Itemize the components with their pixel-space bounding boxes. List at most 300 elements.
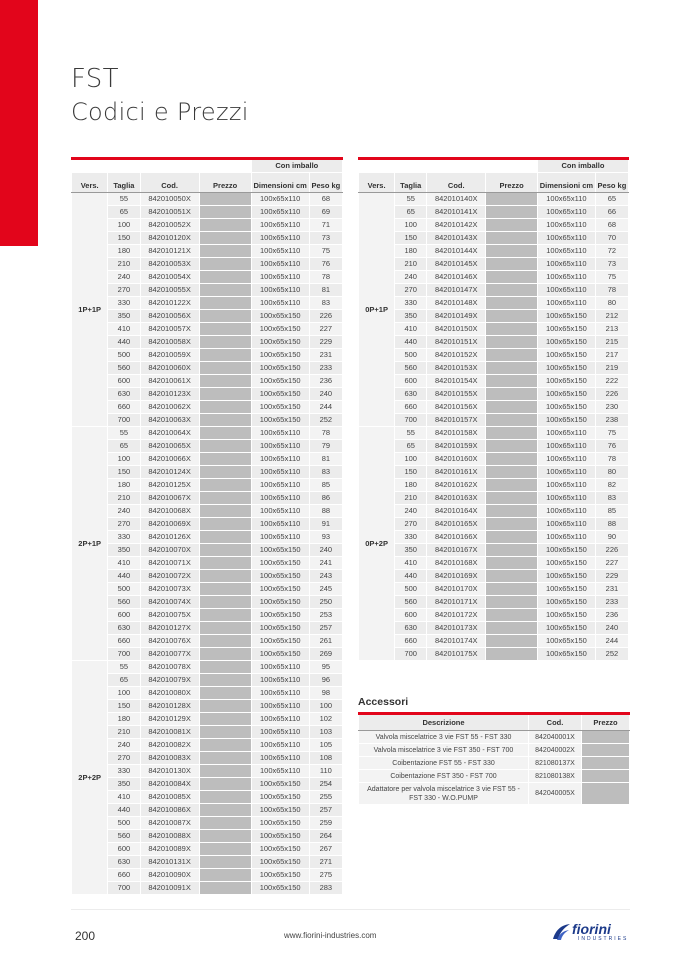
code-cell: 842010164X (427, 505, 486, 518)
size-cell: 600 (395, 609, 427, 622)
dimensions-cell: 100x65x150 (251, 557, 309, 570)
size-cell: 150 (108, 232, 140, 245)
dimensions-cell: 100x65x150 (537, 323, 595, 336)
price-cell (486, 440, 538, 453)
header-vers: Vers. (72, 173, 108, 193)
size-cell: 410 (395, 323, 427, 336)
weight-cell: 215 (595, 336, 628, 349)
table-row (72, 518, 343, 531)
weight-cell: 226 (309, 310, 342, 323)
description-cell: Valvola miscelatrice 3 vie FST 350 - FST 700 (359, 744, 529, 757)
dimensions-cell: 100x65x150 (251, 323, 309, 336)
weight-cell: 83 (595, 492, 628, 505)
code-cell: 842010160X (427, 453, 486, 466)
price-cell (486, 466, 538, 479)
weight-cell: 71 (309, 219, 342, 232)
table-row (72, 765, 343, 778)
weight-cell: 229 (309, 336, 342, 349)
table-row (72, 700, 343, 713)
weight-cell: 70 (595, 232, 628, 245)
size-cell: 55 (108, 193, 140, 206)
table-row (359, 757, 630, 770)
table-row (72, 648, 343, 661)
price-cell (199, 570, 251, 583)
price-cell (486, 245, 538, 258)
header-dimensioni: Dimensioni cm (537, 173, 595, 193)
dimensions-cell: 100x65x110 (251, 479, 309, 492)
table-row (72, 674, 343, 687)
size-cell: 55 (395, 427, 427, 440)
table-row (72, 726, 343, 739)
dimensions-cell: 100x65x110 (537, 232, 595, 245)
price-cell (486, 297, 538, 310)
code-cell: 842010171X (427, 596, 486, 609)
weight-cell: 78 (595, 453, 628, 466)
price-cell (199, 440, 251, 453)
code-cell: 842010071X (140, 557, 199, 570)
size-cell: 210 (108, 726, 140, 739)
table-row (359, 349, 629, 362)
price-cell (486, 362, 538, 375)
dimensions-cell: 100x65x110 (251, 531, 309, 544)
table-row (72, 531, 343, 544)
code-cell: 842010127X (140, 622, 199, 635)
code-cell: 842010175X (427, 648, 486, 661)
price-cell (199, 739, 251, 752)
dimensions-cell: 100x65x150 (251, 388, 309, 401)
dimensions-cell: 100x65x110 (537, 297, 595, 310)
weight-cell: 253 (309, 609, 342, 622)
code-cell: 842010158X (427, 427, 486, 440)
dimensions-cell: 100x65x110 (251, 765, 309, 778)
table-row (72, 193, 343, 206)
code-cell: 842010085X (140, 791, 199, 804)
price-cell (199, 232, 251, 245)
code-cell: 842010055X (140, 284, 199, 297)
price-cell (486, 479, 538, 492)
table-row (359, 453, 629, 466)
dimensions-cell: 100x65x150 (537, 310, 595, 323)
dimensions-cell: 100x65x150 (537, 583, 595, 596)
price-cell (486, 492, 538, 505)
table-row (72, 375, 343, 388)
size-cell: 600 (108, 609, 140, 622)
size-cell: 210 (108, 258, 140, 271)
price-cell (199, 752, 251, 765)
size-cell: 660 (108, 869, 140, 882)
dimensions-cell: 100x65x110 (251, 661, 309, 674)
size-cell: 350 (395, 310, 427, 323)
code-cell: 842010156X (427, 401, 486, 414)
table-row (72, 882, 343, 895)
weight-cell: 91 (309, 518, 342, 531)
size-cell: 240 (108, 271, 140, 284)
table-row (359, 401, 629, 414)
price-cell (199, 401, 251, 414)
weight-cell: 261 (309, 635, 342, 648)
size-cell: 270 (395, 518, 427, 531)
brand-name: fiorini (572, 921, 611, 937)
table-row (359, 744, 630, 757)
size-cell: 700 (395, 414, 427, 427)
description-cell: Coibentazione FST 350 - FST 700 (359, 770, 529, 783)
size-cell: 65 (395, 440, 427, 453)
table-row (359, 362, 629, 375)
size-cell: 270 (108, 518, 140, 531)
size-cell: 100 (108, 219, 140, 232)
table-row (359, 258, 629, 271)
size-cell: 630 (108, 388, 140, 401)
code-cell: 842010131X (140, 856, 199, 869)
table-row (72, 570, 343, 583)
table-row (359, 518, 629, 531)
dimensions-cell: 100x65x150 (251, 349, 309, 362)
table-row (72, 817, 343, 830)
price-cell (486, 323, 538, 336)
size-cell: 660 (395, 401, 427, 414)
weight-cell: 105 (309, 739, 342, 752)
dimensions-cell: 100x65x110 (251, 726, 309, 739)
price-cell (486, 284, 538, 297)
weight-cell: 78 (595, 284, 628, 297)
size-cell: 180 (108, 713, 140, 726)
table-row (359, 531, 629, 544)
price-cell (486, 427, 538, 440)
table-row (72, 778, 343, 791)
size-cell: 410 (108, 323, 140, 336)
weight-cell: 252 (309, 414, 342, 427)
price-cell (199, 830, 251, 843)
dimensions-cell: 100x65x150 (251, 362, 309, 375)
table-row (72, 583, 343, 596)
table-row (72, 427, 343, 440)
code-cell: 842010124X (140, 466, 199, 479)
size-cell: 600 (108, 375, 140, 388)
dimensions-cell: 100x65x150 (251, 609, 309, 622)
price-cell (199, 206, 251, 219)
table-row (72, 219, 343, 232)
size-cell: 600 (108, 843, 140, 856)
weight-cell: 90 (595, 531, 628, 544)
table-row (72, 596, 343, 609)
code-cell: 842040005X (529, 783, 582, 805)
price-cell (199, 466, 251, 479)
dimensions-cell: 100x65x150 (251, 401, 309, 414)
code-cell: 842010128X (140, 700, 199, 713)
size-cell: 180 (395, 245, 427, 258)
table-row (359, 609, 629, 622)
price-cell (199, 700, 251, 713)
size-cell: 100 (108, 453, 140, 466)
code-cell: 842010149X (427, 310, 486, 323)
table-row (72, 284, 343, 297)
table-row (72, 336, 343, 349)
table-row (72, 544, 343, 557)
table-row (72, 869, 343, 882)
weight-cell: 230 (595, 401, 628, 414)
size-cell: 630 (108, 856, 140, 869)
dimensions-cell: 100x65x150 (537, 375, 595, 388)
size-cell: 210 (108, 492, 140, 505)
weight-cell: 75 (595, 427, 628, 440)
weight-cell: 69 (309, 206, 342, 219)
weight-cell: 75 (309, 245, 342, 258)
size-cell: 150 (108, 700, 140, 713)
dimensions-cell: 100x65x110 (251, 518, 309, 531)
size-cell: 660 (108, 401, 140, 414)
table-row (72, 323, 343, 336)
code-cell: 842010120X (140, 232, 199, 245)
price-cell (199, 284, 251, 297)
weight-cell: 257 (309, 622, 342, 635)
dimensions-cell: 100x65x150 (251, 804, 309, 817)
size-cell: 560 (108, 362, 140, 375)
red-accent-bar (0, 0, 38, 246)
weight-cell: 96 (309, 674, 342, 687)
price-cell (199, 856, 251, 869)
code-cell: 842010173X (427, 622, 486, 635)
dimensions-cell: 100x65x110 (537, 492, 595, 505)
weight-cell: 227 (595, 557, 628, 570)
code-cell: 842010077X (140, 648, 199, 661)
weight-cell: 68 (309, 193, 342, 206)
size-cell: 210 (395, 258, 427, 271)
dimensions-cell: 100x65x150 (251, 414, 309, 427)
dimensions-cell: 100x65x110 (537, 427, 595, 440)
weight-cell: 227 (309, 323, 342, 336)
weight-cell: 240 (595, 622, 628, 635)
dimensions-cell: 100x65x150 (251, 544, 309, 557)
weight-cell: 98 (309, 687, 342, 700)
code-cell: 842010062X (140, 401, 199, 414)
price-cell (486, 401, 538, 414)
code-cell: 842010058X (140, 336, 199, 349)
dimensions-cell: 100x65x150 (537, 557, 595, 570)
weight-cell: 226 (595, 388, 628, 401)
size-cell: 100 (395, 453, 427, 466)
size-cell: 55 (108, 427, 140, 440)
price-cell (486, 531, 538, 544)
weight-cell: 86 (309, 492, 342, 505)
size-cell: 560 (108, 830, 140, 843)
weight-cell: 88 (595, 518, 628, 531)
brand-mark-icon (550, 921, 572, 943)
table-row (359, 414, 629, 427)
code-cell: 842010080X (140, 687, 199, 700)
version-label: 1P+1P (72, 193, 108, 427)
header-taglia: Taglia (108, 173, 140, 193)
price-cell (582, 744, 630, 757)
code-cell: 842010153X (427, 362, 486, 375)
description-cell: Coibentazione FST 55 - FST 330 (359, 757, 529, 770)
dimensions-cell: 100x65x150 (251, 869, 309, 882)
size-cell: 440 (108, 570, 140, 583)
price-cell (199, 518, 251, 531)
weight-cell: 226 (595, 544, 628, 557)
weight-cell: 254 (309, 778, 342, 791)
dimensions-cell: 100x65x110 (251, 453, 309, 466)
weight-cell: 213 (595, 323, 628, 336)
code-cell: 842010087X (140, 817, 199, 830)
size-cell: 270 (108, 752, 140, 765)
version-label: 2P+2P (72, 661, 108, 895)
price-cell (199, 336, 251, 349)
weight-cell: 76 (309, 258, 342, 271)
weight-cell: 212 (595, 310, 628, 323)
code-cell: 842010063X (140, 414, 199, 427)
size-cell: 240 (108, 739, 140, 752)
weight-cell: 269 (309, 648, 342, 661)
size-cell: 270 (108, 284, 140, 297)
size-cell: 600 (395, 375, 427, 388)
code-cell: 842010148X (427, 297, 486, 310)
price-cell (486, 518, 538, 531)
size-cell: 500 (108, 817, 140, 830)
website-link[interactable]: www.fiorini-industries.com (284, 931, 377, 940)
code-cell: 842010074X (140, 596, 199, 609)
code-cell: 842010064X (140, 427, 199, 440)
header-descrizione: Descrizione (359, 714, 529, 731)
code-cell: 842010070X (140, 544, 199, 557)
price-cell (199, 375, 251, 388)
dimensions-cell: 100x65x150 (537, 349, 595, 362)
table-row (359, 375, 629, 388)
price-cell (199, 219, 251, 232)
dimensions-cell: 100x65x150 (537, 609, 595, 622)
price-cell (199, 648, 251, 661)
weight-cell: 65 (595, 193, 628, 206)
dimensions-cell: 100x65x150 (251, 830, 309, 843)
price-cell (486, 622, 538, 635)
code-cell: 842010154X (427, 375, 486, 388)
table-row (359, 297, 629, 310)
size-cell: 330 (108, 297, 140, 310)
header-dimensioni: Dimensioni cm (251, 173, 309, 193)
brand-subtitle: INDUSTRIES (578, 936, 629, 942)
dimensions-cell: 100x65x150 (251, 791, 309, 804)
code-cell: 842010166X (427, 531, 486, 544)
weight-cell: 236 (595, 609, 628, 622)
weight-cell: 103 (309, 726, 342, 739)
dimensions-cell: 100x65x110 (251, 219, 309, 232)
size-cell: 440 (108, 804, 140, 817)
size-cell: 210 (395, 492, 427, 505)
table-row (72, 635, 343, 648)
table-row (72, 206, 343, 219)
code-cell: 842010129X (140, 713, 199, 726)
size-cell: 560 (395, 362, 427, 375)
weight-cell: 78 (309, 271, 342, 284)
size-cell: 330 (395, 297, 427, 310)
dimensions-cell: 100x65x150 (251, 310, 309, 323)
price-cell (486, 505, 538, 518)
size-cell: 240 (108, 505, 140, 518)
price-cell (199, 245, 251, 258)
code-cell: 842010050X (140, 193, 199, 206)
weight-cell: 93 (309, 531, 342, 544)
price-cell (199, 310, 251, 323)
price-cell (199, 817, 251, 830)
weight-cell: 72 (595, 245, 628, 258)
table-row (72, 245, 343, 258)
weight-cell: 275 (309, 869, 342, 882)
weight-cell: 233 (309, 362, 342, 375)
price-cell (199, 635, 251, 648)
weight-cell: 73 (595, 258, 628, 271)
version-label: 0P+1P (359, 193, 395, 427)
header-peso: Peso kg (595, 173, 628, 193)
price-cell (486, 258, 538, 271)
code-cell: 842010165X (427, 518, 486, 531)
header-prezzo: Prezzo (199, 173, 251, 193)
price-cell (199, 323, 251, 336)
table-row (72, 791, 343, 804)
weight-cell: 66 (595, 206, 628, 219)
price-table-right (358, 157, 629, 661)
price-cell (199, 362, 251, 375)
price-cell (199, 687, 251, 700)
dimensions-cell: 100x65x150 (251, 817, 309, 830)
size-cell: 100 (108, 687, 140, 700)
code-cell: 842010061X (140, 375, 199, 388)
dimensions-cell: 100x65x150 (537, 622, 595, 635)
code-cell: 842010052X (140, 219, 199, 232)
table-row (72, 739, 343, 752)
price-cell (199, 557, 251, 570)
dimensions-cell: 100x65x150 (537, 570, 595, 583)
size-cell: 270 (395, 284, 427, 297)
dimensions-cell: 100x65x110 (251, 232, 309, 245)
weight-cell: 85 (309, 479, 342, 492)
version-label: 2P+1P (72, 427, 108, 661)
weight-cell: 102 (309, 713, 342, 726)
price-cell (486, 375, 538, 388)
dimensions-cell: 100x65x110 (537, 466, 595, 479)
header-cod: Cod. (529, 714, 582, 731)
price-cell (199, 778, 251, 791)
table-row (72, 479, 343, 492)
table-row (359, 427, 629, 440)
weight-cell: 271 (309, 856, 342, 869)
dimensions-cell: 100x65x110 (251, 505, 309, 518)
table-row (359, 648, 629, 661)
size-cell: 65 (108, 206, 140, 219)
weight-cell: 82 (595, 479, 628, 492)
dimensions-cell: 100x65x110 (251, 193, 309, 206)
code-cell: 842010084X (140, 778, 199, 791)
code-cell: 842010151X (427, 336, 486, 349)
code-cell: 842010054X (140, 271, 199, 284)
table-row (72, 466, 343, 479)
dimensions-cell: 100x65x110 (251, 492, 309, 505)
size-cell: 350 (395, 544, 427, 557)
code-cell: 842010142X (427, 219, 486, 232)
price-cell (486, 232, 538, 245)
weight-cell: 83 (309, 297, 342, 310)
size-cell: 65 (108, 440, 140, 453)
table-row (359, 544, 629, 557)
price-cell (199, 258, 251, 271)
size-cell: 440 (395, 336, 427, 349)
table-row (359, 505, 629, 518)
table-row (359, 635, 629, 648)
price-cell (199, 843, 251, 856)
size-cell: 630 (108, 622, 140, 635)
price-cell (199, 427, 251, 440)
code-cell: 842010144X (427, 245, 486, 258)
dimensions-cell: 100x65x110 (251, 739, 309, 752)
table-row (359, 193, 629, 206)
